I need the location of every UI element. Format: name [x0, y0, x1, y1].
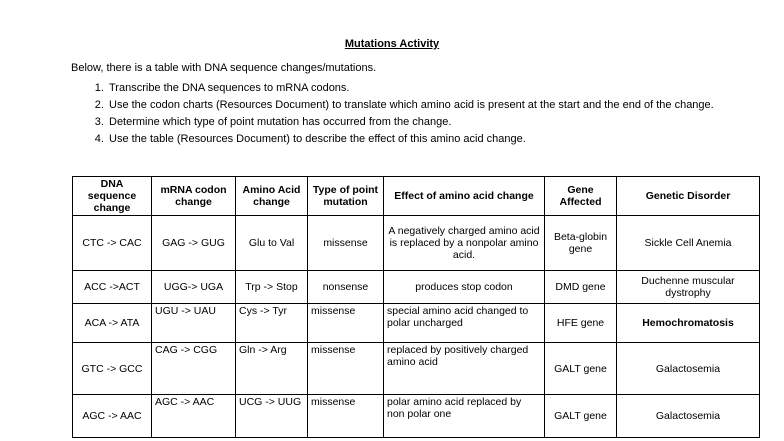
cell-dna-change: AGC -> AAC — [73, 395, 152, 438]
cell-effect: special amino acid changed to polar uncharged — [384, 304, 545, 343]
cell-genetic-disorder: Duchenne muscular dystrophy — [617, 271, 760, 304]
cell-mrna-change: UGG-> UGA — [152, 271, 236, 304]
cell-mutation-type: nonsense — [308, 271, 384, 304]
cell-effect: polar amino acid replaced by non polar one — [384, 395, 545, 438]
cell-amino-acid-change: Gln -> Arg — [236, 343, 308, 395]
cell-gene-affected: HFE gene — [545, 304, 617, 343]
page-title: Mutations Activity — [344, 38, 440, 50]
cell-gene-affected: GALT gene — [545, 395, 617, 438]
cell-gene-affected: Beta-globin gene — [545, 216, 617, 271]
cell-mutation-type: missense — [308, 304, 384, 343]
cell-dna-change: GTC -> GCC — [73, 343, 152, 395]
table-row — [73, 216, 760, 271]
header-genetic-disorder: Genetic Disorder — [617, 177, 760, 216]
cell-gene-affected: GALT gene — [545, 343, 617, 395]
instruction-step: 4. Use the table (Resources Document) to describe the effect of this amino acid change. — [107, 131, 727, 148]
instruction-list — [87, 80, 727, 148]
cell-genetic-disorder: Galactosemia — [617, 343, 760, 395]
header-effect: Effect of amino acid change — [384, 177, 545, 216]
table-row — [73, 304, 760, 343]
table-header-row — [73, 177, 760, 216]
cell-mrna-change: CAG -> CGG — [152, 343, 236, 395]
cell-amino-acid-change: Trp -> Stop — [236, 271, 308, 304]
header-gene-affected: Gene Affected — [545, 177, 617, 216]
cell-dna-change: ACC ->ACT — [73, 271, 152, 304]
cell-dna-change: ACA -> ATA — [73, 304, 152, 343]
cell-mrna-change: GAG -> GUG — [152, 216, 236, 271]
header-mrna-change: mRNA codon change — [152, 177, 236, 216]
cell-mrna-change: AGC -> AAC — [152, 395, 236, 438]
cell-dna-change: CTC -> CAC — [73, 216, 152, 271]
cell-effect: produces stop codon — [384, 271, 545, 304]
cell-genetic-disorder: Hemochromatosis — [617, 304, 760, 343]
mutations-table — [72, 176, 760, 438]
cell-amino-acid-change: UCG -> UUG — [236, 395, 308, 438]
header-amino-acid-change: Amino Acid change — [236, 177, 308, 216]
cell-genetic-disorder: Galactosemia — [617, 395, 760, 438]
cell-effect: A negatively charged amino acid is replaced by a nonpolar amino acid. — [384, 216, 545, 271]
cell-mrna-change: UGU -> UAU — [152, 304, 236, 343]
cell-effect: replaced by positively charged amino acid — [384, 343, 545, 395]
cell-mutation-type: missense — [308, 395, 384, 438]
header-dna-change: DNA sequence change — [73, 177, 152, 216]
instruction-step: 2. Use the codon charts (Resources Document) to translate which amino acid is present at the start and the end of the change. — [107, 97, 727, 114]
cell-amino-acid-change: Cys -> Tyr — [236, 304, 308, 343]
cell-mutation-type: missense — [308, 343, 384, 395]
intro-text: Below, there is a table with DNA sequence changes/mutations. — [71, 62, 377, 74]
instruction-step: 1. Transcribe the DNA sequences to mRNA codons. — [107, 80, 727, 97]
table-row — [73, 271, 760, 304]
table-row — [73, 395, 760, 438]
cell-mutation-type: missense — [308, 216, 384, 271]
instruction-step: 3. Determine which type of point mutation has occurred from the change. — [107, 114, 727, 131]
cell-genetic-disorder: Sickle Cell Anemia — [617, 216, 760, 271]
table-row — [73, 343, 760, 395]
cell-gene-affected: DMD gene — [545, 271, 617, 304]
header-mutation-type: Type of point mutation — [308, 177, 384, 216]
cell-amino-acid-change: Glu to Val — [236, 216, 308, 271]
